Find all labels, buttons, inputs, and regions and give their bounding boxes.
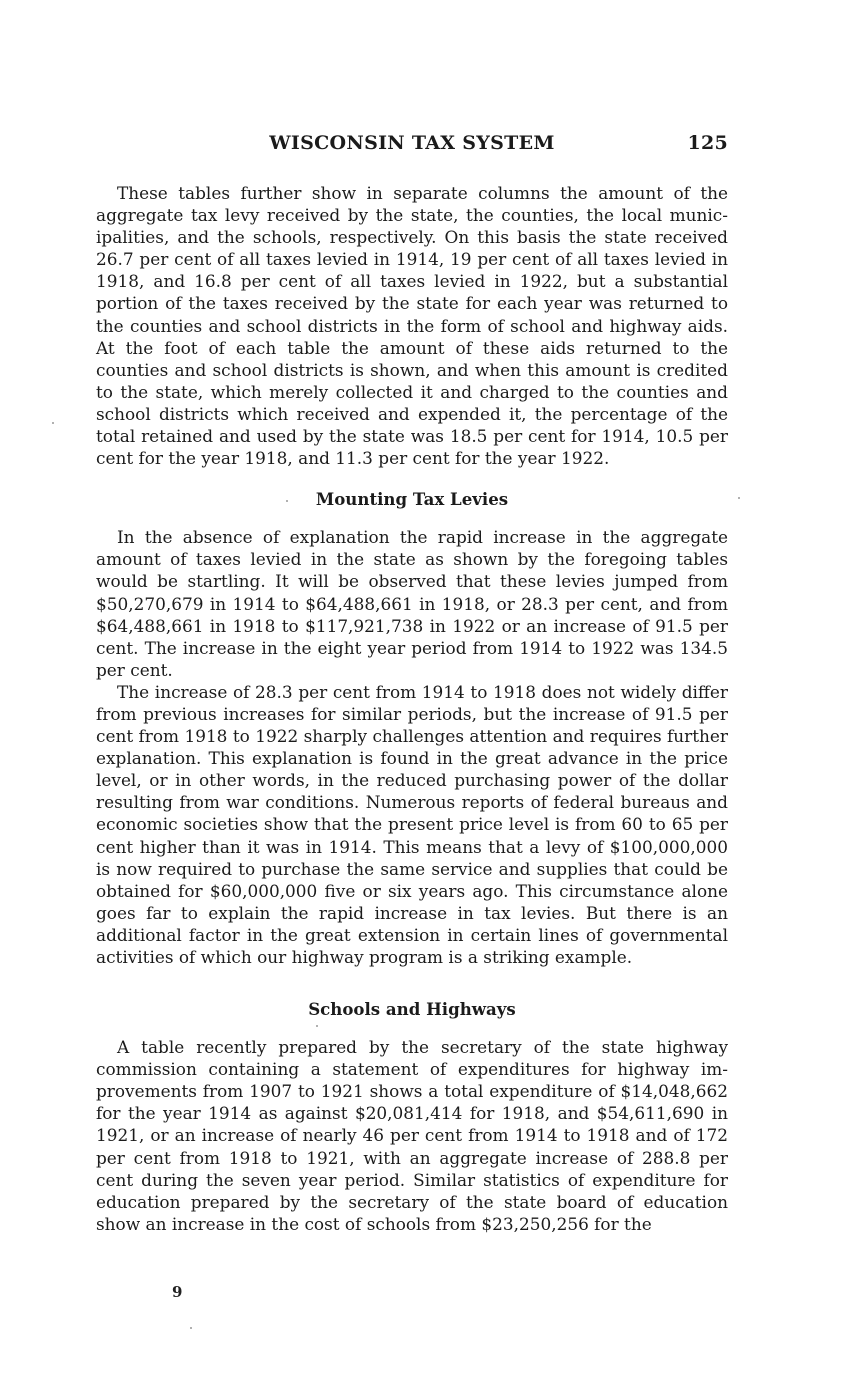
scan-speck bbox=[738, 497, 740, 499]
running-title: WISCONSIN TAX SYSTEM bbox=[269, 132, 555, 154]
paragraph-price-level: The increase of 28.3 per cent from 1914 to 1918 does not widely differ from previous increases for similar periods, but the increase of 91.5 per cent from 1918 to 1922 sharply challenges attention and requires further explanation. This explanation is found in the great advance in the price level, or in other words, in the reduced purchasing power of the dollar resulting from war conditions. Numerous reports of federal bureaus and economic societies show that the present price level is from 60 to 65 per cent higher than it was in 1914. This means that a levy of $100,000,000 is now required to purchase the same service and supplies that could be obtained for $60,000,000 five or six years ago. This circumstance alone goes far to explain the rapid increase in tax levies. But there is an additional factor in the great extension in certain lines of governmental activities of which our highway program is a striking example. bbox=[96, 681, 728, 967]
running-head bbox=[96, 132, 728, 160]
page-number: 125 bbox=[687, 132, 728, 154]
scan-speck bbox=[286, 500, 288, 502]
heading-mounting-tax-levies: Mounting Tax Levies bbox=[315, 489, 509, 510]
paragraph-state-share: These tables further show in separate columns the amount of the aggregate tax levy received by the state, the counties, the local municipalities, and the schools, respectively. On this basis the state received 26.7 per cent of all taxes levied in 1914, 19 per cent of all taxes levied in 1918, and 16.8 per cent of all taxes levied in 1922, but a substantial portion of the taxes received by the state for each year was returned to the counties and school districts in the form of school and highway aids. At the foot of each table the amount of these aids returned to the counties and school districts is shown, and when this amount is credited to the state, which merely collected it and charged to the counties and school districts which received and expended it, the percentage of the total retained and used by the state was 18.5 per cent for 1914, 10.5 per cent for the year 1918, and 11.3 per cent for the year 1922. bbox=[96, 183, 728, 469]
page-body bbox=[96, 132, 728, 1235]
paragraph-highway-expenditures: A table recently prepared by the secretary of the state highway commission containing a statement of expenditures for highway improvements from 1907 to 1921 shows a total expenditure of $14,048,662 for the year 1914 as against $20,081,414 for 1918, and $54,611,690 in 1921, or an increase of nearly 46 per cent from 1914 to 1918 and of 172 per cent from 1918 to 1921, with an aggregate increase of 288.8 per cent during the seven year period. Similar statistics of expenditure for education prepared by the secretary of the state board of education show an increase in the cost of schools from $23,250,256 for the bbox=[96, 1037, 728, 1234]
heading-schools-and-highways: Schools and Highways bbox=[308, 999, 516, 1020]
paragraph-levy-increase: In the absence of explanation the rapid increase in the aggregate amount of taxes levied in the state as shown by the foregoing tables would be startling. It will be observed that these levies jumped from $50,270,679 in 1914 to $64,488,661 in 1918, or 28.3 per cent, and from $64,488,661 in 1918 to $117,921,738 in 1922 or an increase of 91.5 per cent. The increase in the eight year period from 1914 to 1922 was 134.5 per cent. bbox=[96, 527, 728, 680]
scan-speck bbox=[190, 1327, 192, 1329]
scan-speck bbox=[316, 1025, 318, 1027]
scan-speck bbox=[52, 422, 54, 424]
footer-signature-mark: 9 bbox=[172, 1283, 183, 1301]
